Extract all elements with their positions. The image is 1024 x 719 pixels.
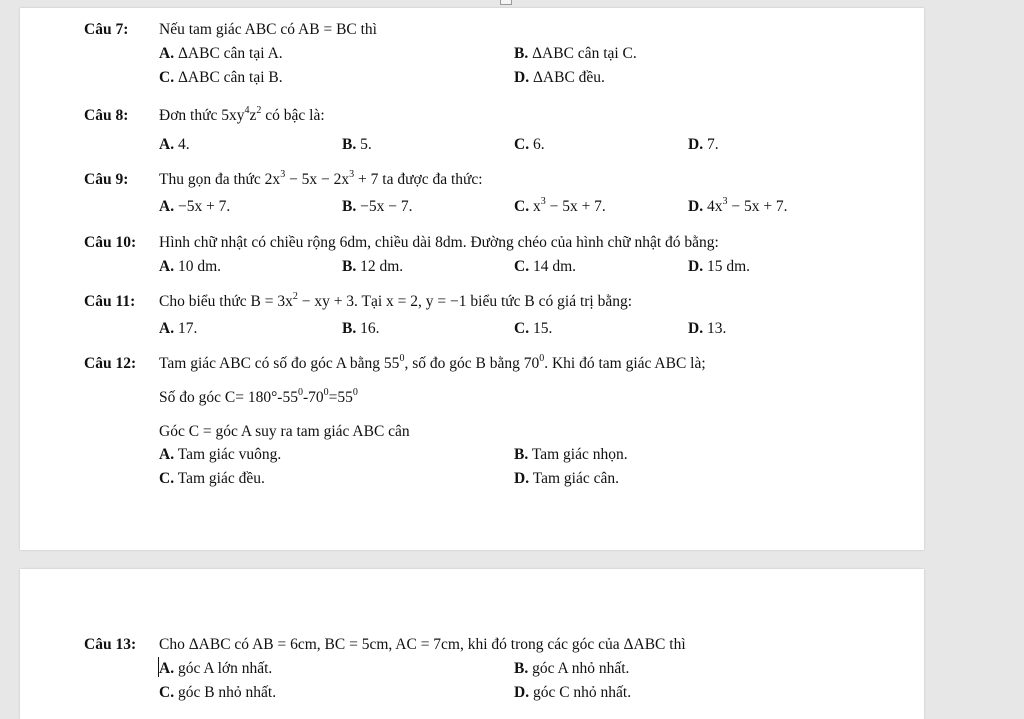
- exponent: 3: [540, 195, 546, 207]
- option-text: Tam giác nhọn.: [531, 446, 628, 463]
- q7-option-b: [514, 45, 637, 63]
- option-label: B.: [514, 446, 529, 463]
- question-8-stem: [159, 104, 325, 125]
- q7-option-d: [514, 69, 605, 87]
- option-text: góc C nhỏ nhất.: [532, 684, 632, 701]
- option-text: x: [532, 198, 541, 215]
- option-label: C.: [514, 136, 530, 153]
- q13-option-c: [159, 684, 276, 702]
- exponent: 2: [256, 104, 262, 116]
- option-text: 5.: [360, 136, 372, 153]
- option-text: ΔABC cân tại B.: [177, 69, 283, 86]
- option-label: B.: [342, 320, 357, 337]
- q12-working-line-1: [159, 386, 358, 407]
- stem-part: z: [249, 107, 257, 124]
- document-page-1: [20, 8, 924, 550]
- scroll-indicator[interactable]: [500, 0, 512, 5]
- option-label: D.: [688, 258, 704, 275]
- q7-option-a: [159, 45, 283, 63]
- option-text: − 5x + 7.: [545, 198, 606, 215]
- question-11-stem: [159, 290, 633, 311]
- exponent: 3: [349, 168, 355, 180]
- option-text: ΔABC đều.: [532, 69, 605, 86]
- stem-part: Thu gọn đa thức 2x: [159, 171, 281, 188]
- option-text: 13.: [706, 320, 727, 337]
- degree-mark: 0: [539, 352, 545, 364]
- option-text: 15 dm.: [706, 258, 751, 275]
- question-10-number: Câu 10:: [84, 234, 137, 251]
- option-text: 6.: [532, 136, 545, 153]
- option-label: A.: [159, 45, 175, 62]
- option-label: A.: [159, 660, 175, 677]
- q12-option-d: [514, 470, 619, 488]
- option-text: ΔABC cân tại A.: [177, 45, 283, 62]
- working-part: =55: [328, 389, 353, 406]
- option-label: A.: [159, 320, 175, 337]
- q12-option-b: [514, 446, 628, 464]
- stem-part: − xy + 3. Tại x = 2, y = −1 biểu tức B có giá trị bằng:: [297, 293, 633, 310]
- option-label: D.: [514, 684, 530, 701]
- option-text: Tam giác vuông.: [177, 446, 282, 463]
- exponent: 4: [244, 104, 250, 116]
- degree-mark: 0: [399, 352, 405, 364]
- question-10-stem: Hình chữ nhật có chiều rộng 6dm, chiều dài 8dm. Đường chéo của hình chữ nhật đó bằng:: [159, 234, 719, 251]
- option-text: 10 dm.: [177, 258, 222, 275]
- option-label: C.: [514, 320, 530, 337]
- question-13-number: Câu 13:: [84, 636, 137, 653]
- q8-option-d: [688, 136, 719, 154]
- option-text: −5x + 7.: [177, 198, 231, 215]
- option-label: C.: [159, 69, 175, 86]
- document-page-2: [20, 569, 924, 719]
- option-label: A.: [159, 198, 175, 215]
- working-part: -70: [302, 389, 324, 406]
- option-label: B.: [342, 136, 357, 153]
- question-9-stem: [159, 168, 483, 189]
- option-text: Tam giác cân.: [532, 470, 619, 487]
- option-text: góc A lớn nhất.: [177, 660, 273, 677]
- question-9-number: Câu 9:: [84, 171, 129, 188]
- q13-option-b: [514, 660, 629, 678]
- q8-option-a: [159, 136, 190, 154]
- option-text: 15.: [532, 320, 553, 337]
- exponent: 3: [722, 195, 728, 207]
- option-label: A.: [159, 446, 175, 463]
- stem-part: − 5x − 2x: [285, 171, 350, 188]
- option-label: C.: [159, 684, 175, 701]
- degree-mark: 0: [323, 386, 329, 398]
- option-label: C.: [514, 258, 530, 275]
- stem-part: + 7 ta được đa thức:: [354, 171, 483, 188]
- q11-option-b: [342, 320, 379, 338]
- option-text: 16.: [360, 320, 380, 337]
- exponent: 3: [280, 168, 286, 180]
- option-text: − 5x + 7.: [727, 198, 788, 215]
- option-text: 17.: [177, 320, 198, 337]
- q10-option-d: [688, 258, 750, 276]
- working-part: Số đo góc C= 180°-55: [159, 389, 298, 406]
- option-label: D.: [514, 470, 530, 487]
- q11-option-c: [514, 320, 552, 338]
- question-13-stem: Cho ΔABC có AB = 6cm, BC = 5cm, AC = 7cm, khi đó trong các góc của ΔABC thì: [159, 636, 686, 653]
- q12-option-c: [159, 470, 265, 488]
- option-text: 12 dm.: [360, 258, 404, 275]
- option-text: góc A nhỏ nhất.: [532, 660, 630, 677]
- question-11-number: Câu 11:: [84, 293, 136, 310]
- option-text: 7.: [706, 136, 719, 153]
- question-12-number: Câu 12:: [84, 355, 137, 372]
- option-label: C.: [514, 198, 530, 215]
- q13-option-d: [514, 684, 631, 702]
- q11-option-a: [159, 320, 197, 338]
- q10-option-a: [159, 258, 221, 276]
- stem-part: có bậc là:: [261, 107, 325, 124]
- q9-option-c: [514, 195, 606, 216]
- option-label: D.: [688, 136, 704, 153]
- question-8-number: Câu 8:: [84, 107, 129, 124]
- option-text: 14 dm.: [532, 258, 577, 275]
- stem-part: Tam giác ABC có số đo góc A bằng 55: [159, 355, 400, 372]
- option-label: B.: [342, 198, 357, 215]
- option-label: A.: [159, 258, 175, 275]
- exponent: 2: [292, 290, 298, 302]
- q7-option-c: [159, 69, 283, 87]
- q13-option-a: [159, 660, 272, 678]
- stem-part: Cho biểu thức B = 3x: [159, 293, 293, 310]
- question-7-number: Câu 7:: [84, 21, 129, 38]
- option-text: 4x: [706, 198, 723, 215]
- q10-option-c: [514, 258, 576, 276]
- option-text: Tam giác đều.: [177, 470, 265, 487]
- q8-option-c: [514, 136, 545, 154]
- q11-option-d: [688, 320, 726, 338]
- q8-option-b: [342, 136, 372, 154]
- option-label: D.: [514, 69, 530, 86]
- q10-option-b: [342, 258, 403, 276]
- stem-part: , số đo góc B bằng 70: [404, 355, 540, 372]
- option-text: góc B nhỏ nhất.: [177, 684, 277, 701]
- option-label: D.: [688, 198, 704, 215]
- q9-option-a: [159, 198, 230, 216]
- option-text: ΔABC cân tại C.: [532, 45, 637, 62]
- degree-mark: 0: [352, 386, 358, 398]
- q12-working-line-2: Góc C = góc A suy ra tam giác ABC cân: [159, 423, 410, 440]
- option-label: B.: [342, 258, 357, 275]
- option-label: B.: [514, 45, 529, 62]
- q12-option-a: [159, 446, 281, 464]
- stem-part: Đơn thức 5xy: [159, 107, 245, 124]
- option-label: B.: [514, 660, 529, 677]
- degree-mark: 0: [297, 386, 303, 398]
- option-label: A.: [159, 136, 175, 153]
- option-text: 4.: [177, 136, 190, 153]
- option-label: C.: [159, 470, 175, 487]
- q9-option-b: [342, 198, 412, 216]
- stem-part: . Khi đó tam giác ABC là;: [544, 355, 706, 372]
- option-text: −5x − 7.: [360, 198, 413, 215]
- q9-option-d: [688, 195, 788, 216]
- question-7-stem: Nếu tam giác ABC có AB = BC thì: [159, 21, 377, 38]
- option-label: D.: [688, 320, 704, 337]
- question-12-stem: [159, 352, 706, 373]
